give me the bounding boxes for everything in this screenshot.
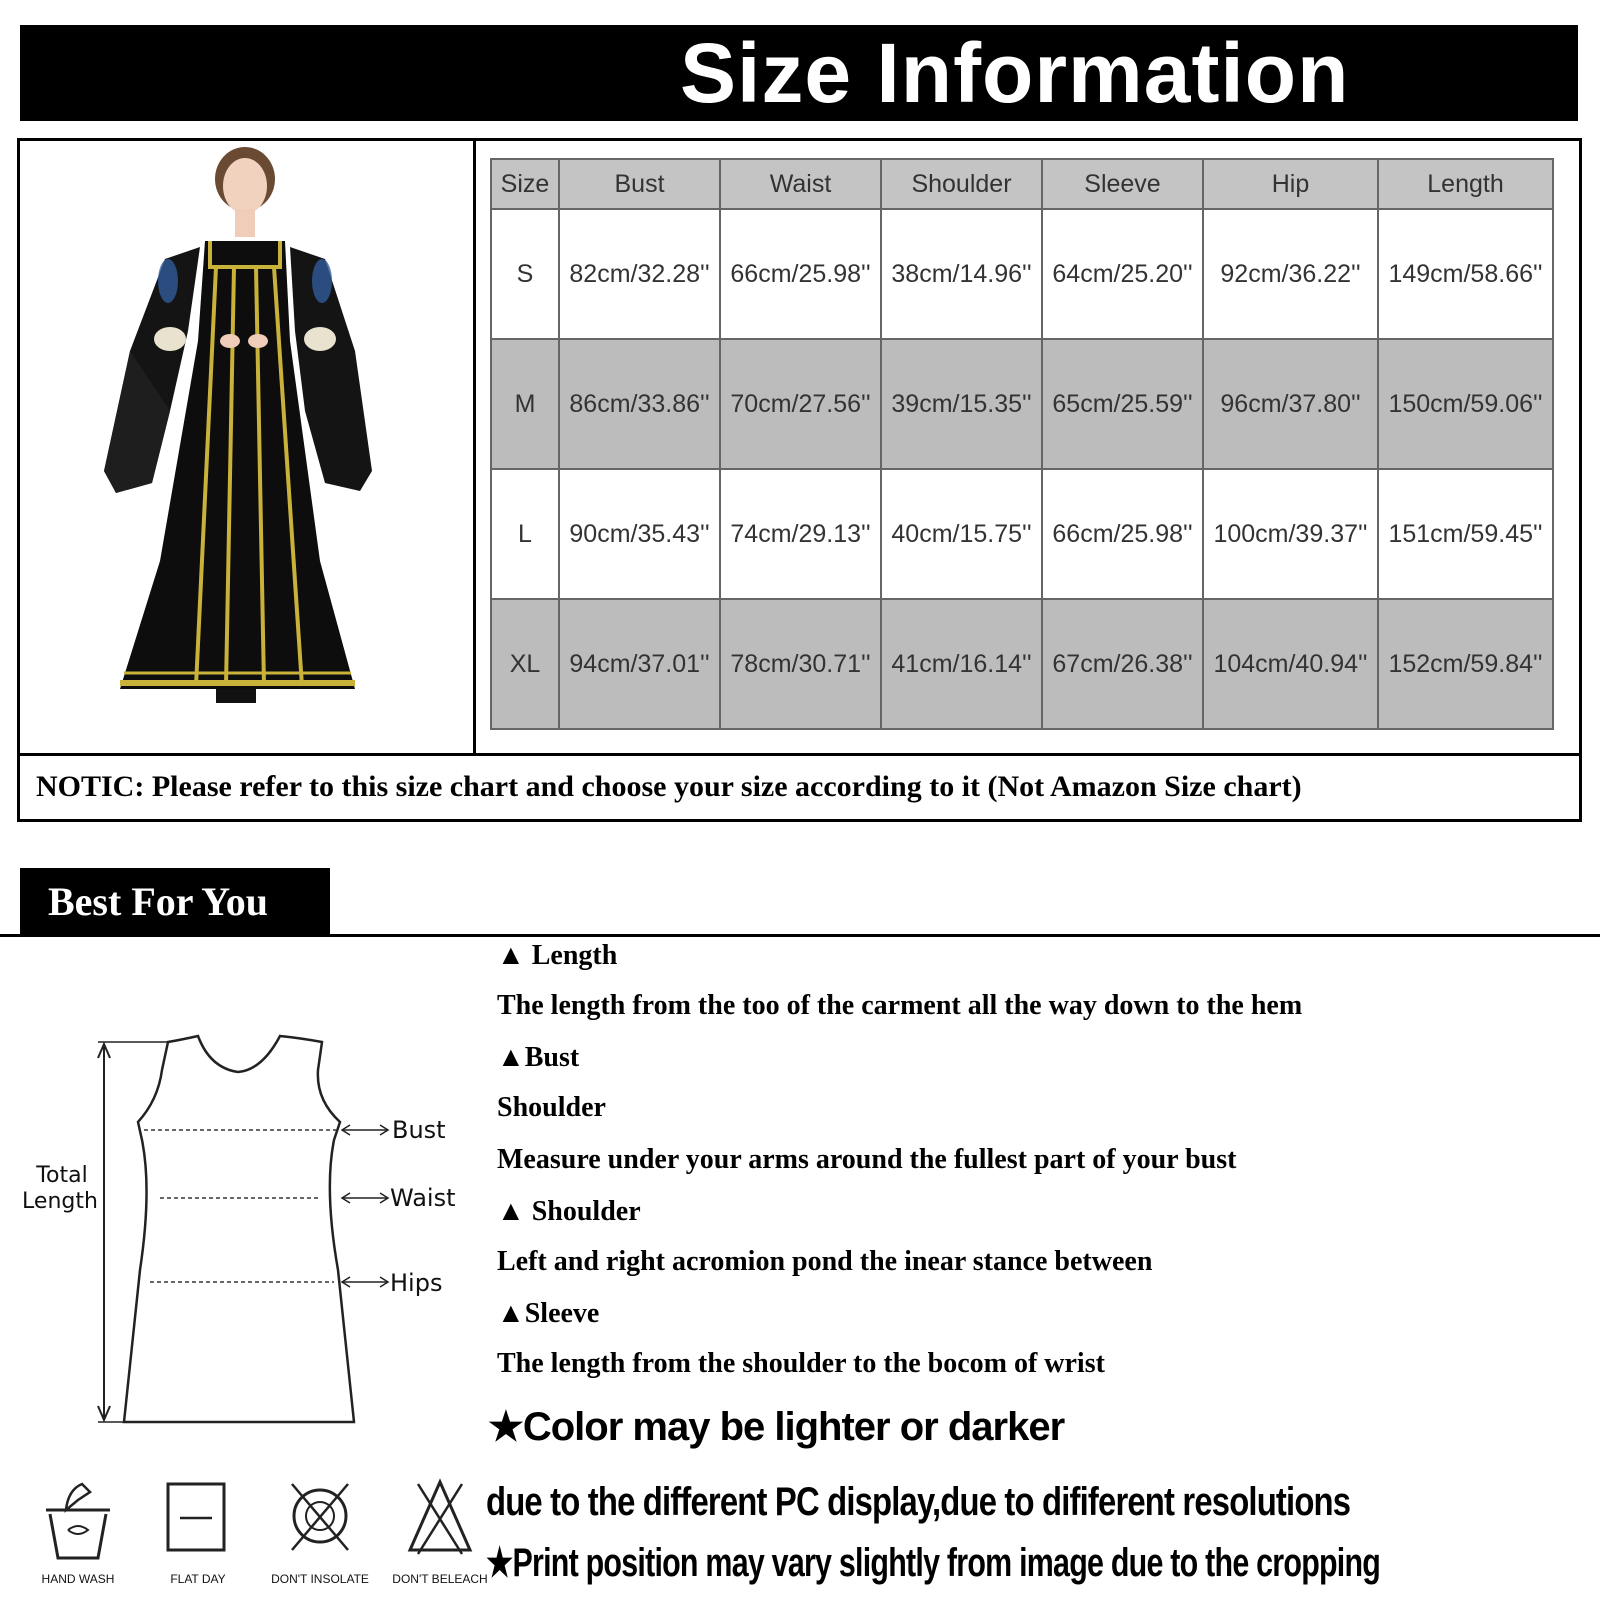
hips-label: Hips (390, 1269, 443, 1297)
table-cell: 94cm/37.01'' (559, 599, 720, 729)
measurement-diagram (0, 1010, 470, 1430)
table-cell: 152cm/59.84'' (1378, 599, 1553, 729)
care-item-dont-insolate (270, 1470, 370, 1586)
total-length-label-2: Length (22, 1189, 98, 1214)
table-cell: 104cm/40.94'' (1203, 599, 1378, 729)
sleeve-description: The length from the shoulder to the bocom of wrist (497, 1348, 1105, 1379)
table-row (491, 469, 1553, 599)
table-cell: 96cm/37.80'' (1203, 339, 1378, 469)
product-photo (20, 141, 476, 753)
table-cell: 151cm/59.45'' (1378, 469, 1553, 599)
dont-bleach-icon (400, 1470, 480, 1566)
bust-heading: ▲Bust (497, 1042, 580, 1073)
table-cell: 86cm/33.86'' (559, 339, 720, 469)
title-bar (20, 25, 1578, 121)
table-cell: 66cm/25.98'' (1042, 469, 1203, 599)
best-for-you-tab (20, 868, 330, 936)
shoulder-description: Left and right acromion pond the inear stance between (497, 1246, 1153, 1277)
bust-label: Bust (392, 1116, 446, 1144)
table-cell: 40cm/15.75'' (881, 469, 1042, 599)
col-header: Sleeve (1042, 159, 1203, 209)
dress-outline (124, 1036, 354, 1422)
bust-subheading: Shoulder (497, 1092, 606, 1123)
care-item-flat-day (148, 1470, 248, 1586)
col-header: Bust (559, 159, 720, 209)
length-heading: ▲ Length (497, 940, 618, 971)
table-cell: XL (491, 599, 559, 729)
care-item-hand-wash (28, 1470, 128, 1586)
care-label: DON'T BELEACH (392, 1572, 488, 1586)
color-note: ★Color may be lighter or darker (488, 1405, 1065, 1449)
best-for-you-label: Best For You (48, 879, 268, 924)
size-table (490, 158, 1554, 730)
col-header: Hip (1203, 159, 1378, 209)
table-cell: 90cm/35.43'' (559, 469, 720, 599)
hand-wash-icon (38, 1470, 118, 1566)
notice-row (20, 753, 1579, 819)
sleeve-heading: ▲Sleeve (497, 1298, 600, 1329)
table-cell: M (491, 339, 559, 469)
table-header-row (491, 159, 1553, 209)
table-cell: 65cm/25.59'' (1042, 339, 1203, 469)
table-cell: 64cm/25.20'' (1042, 209, 1203, 339)
table-cell: 41cm/16.14'' (881, 599, 1042, 729)
table-cell: 149cm/58.66'' (1378, 209, 1553, 339)
bust-description: Measure under your arms around the fullest part of your bust (497, 1144, 1237, 1175)
table-row (491, 339, 1553, 469)
print-note: ★Print position may vary slightly from image due to the cropping (486, 1541, 1381, 1585)
dress-photo-illustration (20, 141, 470, 751)
care-label: FLAT DAY (170, 1572, 226, 1586)
section-divider (0, 934, 1600, 937)
table-cell: 92cm/36.22'' (1203, 209, 1378, 339)
page-title: Size Information (680, 26, 1350, 120)
care-label: HAND WASH (41, 1572, 115, 1586)
dont-insolate-icon (280, 1470, 360, 1566)
table-cell: 150cm/59.06'' (1378, 339, 1553, 469)
col-header: Length (1378, 159, 1553, 209)
table-cell: S (491, 209, 559, 339)
table-cell: 67cm/26.38'' (1042, 599, 1203, 729)
table-cell: 74cm/29.13'' (720, 469, 881, 599)
length-description: The length from the too of the carment all the way down to the hem (497, 990, 1303, 1021)
table-cell: L (491, 469, 559, 599)
table-cell: 38cm/14.96'' (881, 209, 1042, 339)
table-row (491, 599, 1553, 729)
total-length-label-1: Total (36, 1163, 88, 1188)
size-table-wrap (490, 158, 1554, 730)
flat-dry-icon (158, 1470, 238, 1566)
size-panel (17, 138, 1582, 822)
col-header: Shoulder (881, 159, 1042, 209)
waist-label: Waist (390, 1184, 456, 1212)
table-cell: 82cm/32.28'' (559, 209, 720, 339)
shoulder-heading: ▲ Shoulder (497, 1196, 641, 1227)
col-header: Size (491, 159, 559, 209)
table-cell: 66cm/25.98'' (720, 209, 881, 339)
care-instructions (16, 1470, 486, 1590)
table-cell: 100cm/39.37'' (1203, 469, 1378, 599)
table-row (491, 209, 1553, 339)
col-header: Waist (720, 159, 881, 209)
display-note: due to the different PC display,due to dififerent resolutions (486, 1480, 1351, 1524)
table-cell: 70cm/27.56'' (720, 339, 881, 469)
notice-text: NOTIC: Please refer to this size chart and choose your size according to it (Not Amazon Size chart) (36, 770, 1302, 803)
care-label: DON'T INSOLATE (271, 1572, 369, 1586)
care-item-dont-bleach (390, 1470, 490, 1586)
table-cell: 39cm/15.35'' (881, 339, 1042, 469)
table-cell: 78cm/30.71'' (720, 599, 881, 729)
